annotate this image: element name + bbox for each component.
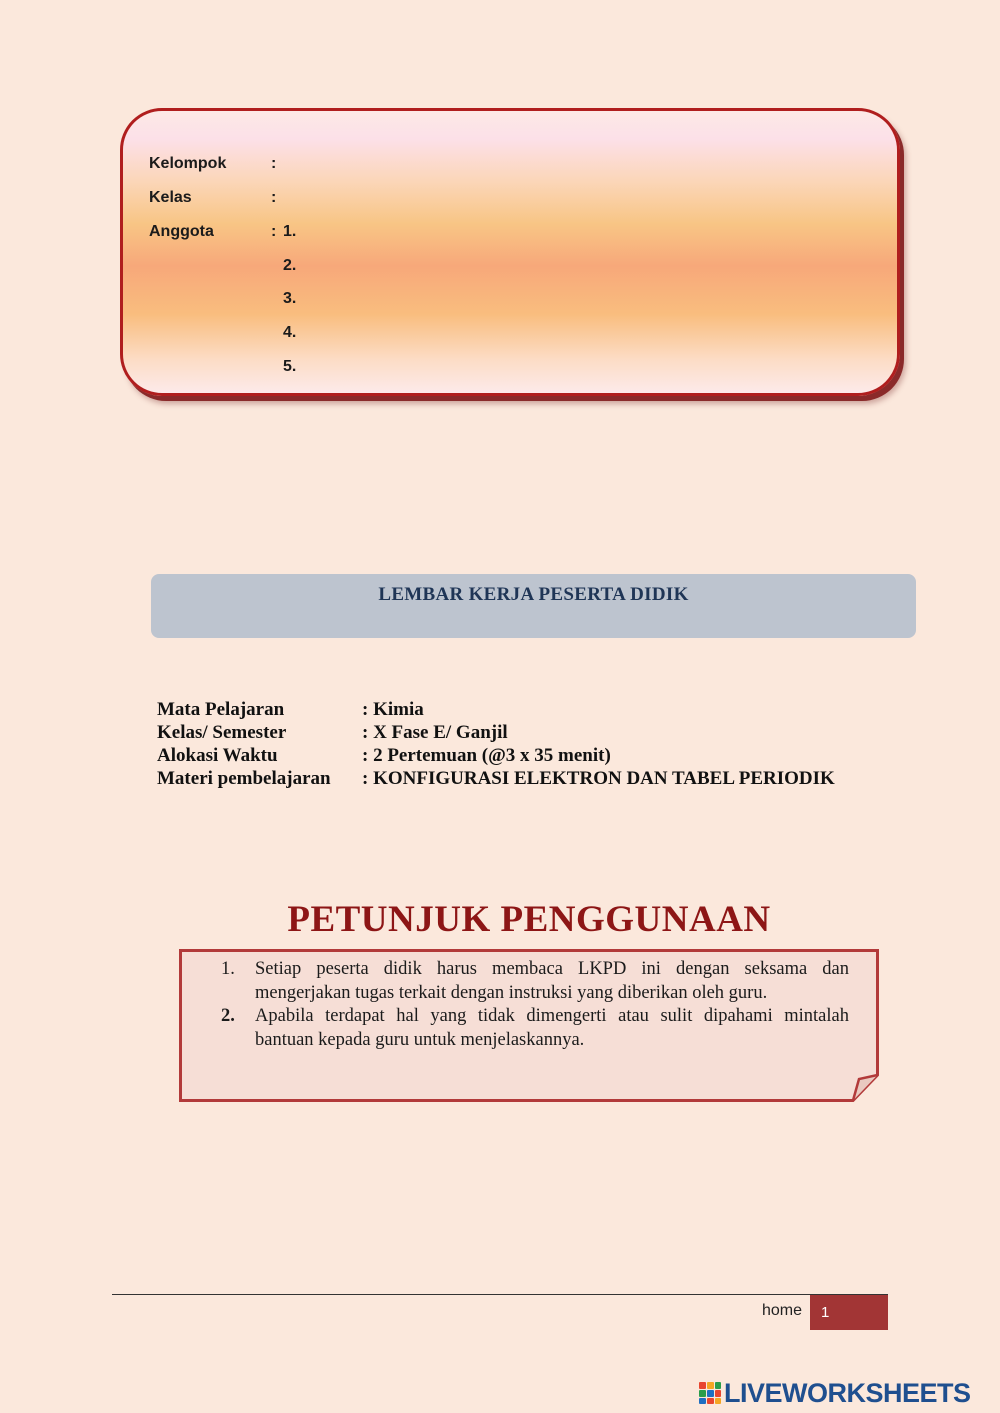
page-number: 1 xyxy=(821,1304,830,1321)
info-row-time-allocation xyxy=(157,745,957,768)
instructions-box xyxy=(179,949,879,1102)
info-value: : Kimia xyxy=(362,699,424,720)
group-label: Kelas xyxy=(149,189,192,206)
member-number: 1. xyxy=(283,223,297,240)
info-label: Mata Pelajaran xyxy=(157,699,285,720)
footer-divider xyxy=(112,1294,888,1295)
group-colon: : xyxy=(271,189,277,206)
instructions-heading: PETUNJUK PENGGUNAAN xyxy=(287,899,771,940)
info-label: Alokasi Waktu xyxy=(157,745,278,766)
group-colon: : xyxy=(271,155,277,172)
info-value: : X Fase E/ Ganjil xyxy=(362,722,508,743)
info-label: Materi pembelajaran xyxy=(157,768,331,789)
worksheet-title: LEMBAR KERJA PESERTA DIDIK xyxy=(378,584,689,605)
group-label: Anggota xyxy=(149,223,214,240)
instruction-text: Apabila terdapat hal yang tidak dimengerti atau sulit dipahami mintalah bantuan kepada guru untuk menjelaskannya. xyxy=(255,1006,849,1050)
group-label: Kelompok xyxy=(149,155,227,172)
info-row-subject xyxy=(157,699,957,722)
group-colon: : xyxy=(271,223,277,240)
member-number: 3. xyxy=(283,290,297,307)
info-row-class-semester xyxy=(157,722,957,745)
info-row-material xyxy=(157,768,957,791)
liveworksheets-logo-icon xyxy=(698,1381,722,1405)
page-number-badge xyxy=(810,1295,888,1330)
member-number: 5. xyxy=(283,358,297,375)
worksheet-title-bar xyxy=(151,574,916,638)
group-identity-box xyxy=(120,108,900,396)
instruction-number: 2. xyxy=(221,1006,235,1026)
info-label: Kelas/ Semester xyxy=(157,722,287,743)
member-number: 4. xyxy=(283,324,297,341)
footer-home-link[interactable]: home xyxy=(761,1302,802,1319)
member-number: 2. xyxy=(283,257,297,274)
info-value: : 2 Pertemuan (@3 x 35 menit) xyxy=(362,745,611,766)
watermark-text: LIVEWORKSHEETS xyxy=(724,1378,971,1408)
instruction-number: 1. xyxy=(221,959,235,979)
instruction-text: Setiap peserta didik harus membaca LKPD ini dengan seksama dan mengerjakan tugas terkait dengan instruksi yang diberikan oleh guru. xyxy=(255,959,849,1003)
info-value: : KONFIGURASI ELEKTRON DAN TABEL PERIODIK xyxy=(362,768,835,789)
